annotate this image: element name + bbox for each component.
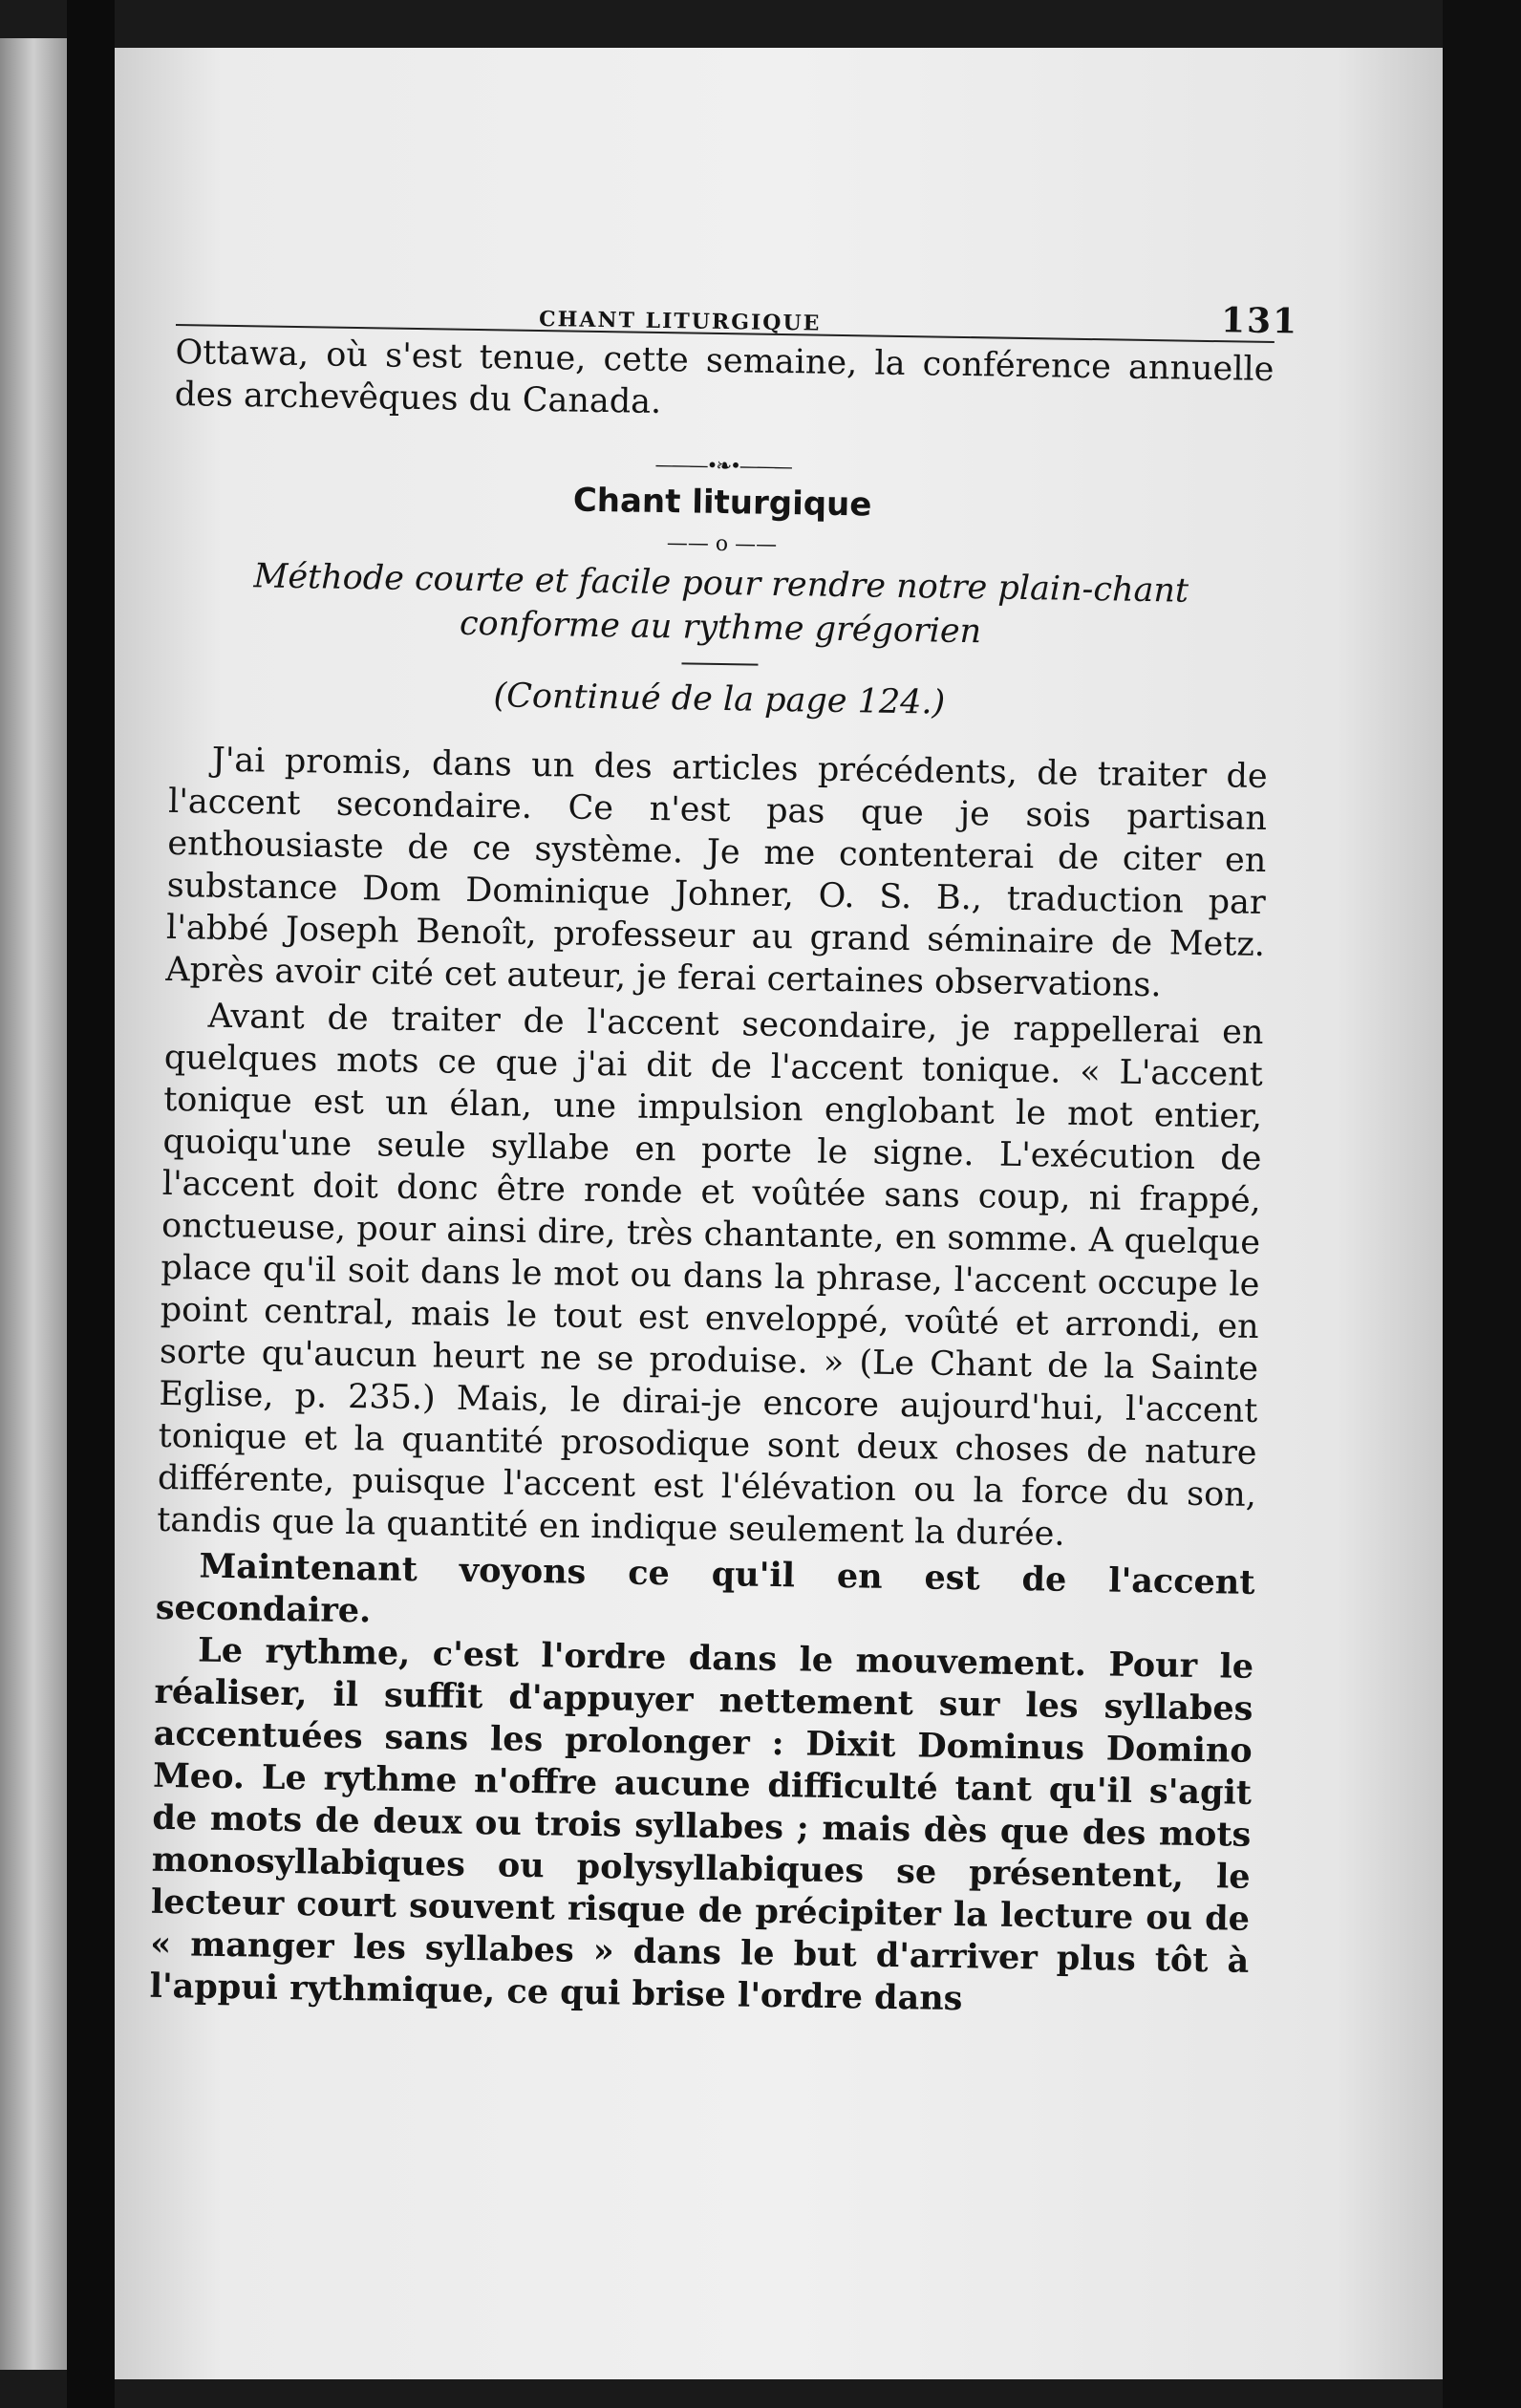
- ornament-divider: ———•❧•———: [654, 452, 792, 479]
- subtitle-line-2: conforme au rythme grégorien: [459, 604, 982, 652]
- section-title: Chant liturgique: [572, 481, 872, 525]
- page-number: 131: [1220, 300, 1299, 342]
- page-stack-edge: [1443, 0, 1521, 2408]
- continued-note: (Continué de la page 124.): [493, 677, 946, 722]
- body-paragraph-3: Maintenant voyons ce qu'il en est de l'accent secondaire.: [155, 1546, 1255, 1631]
- body-paragraph-4: Le rythme, c'est l'ordre dans le mouvement. Pour le réaliser, il suffit d'appuyer nettement sur les syllabes accentuées sans les prolonger : Dixit Dominus Domino Meo. Le rythme n'offre aucune difficulté tant qu'il s'agit de mots de deux ou trois syllabes ; mais dès que des mots monosyllabiques ou polysyllabiques se présentent, le lecteur court souvent risque de précipiter la lecture ou de « manger les syllabes » dans le but d'arriver plus tôt à l'appui rythmique, ce qui brise l'ordre dans: [149, 1630, 1254, 2019]
- body-paragraph-2: Avant de traiter de l'accent secondaire, je rappellerai en quelques mots ce que j'ai dit de l'accent tonique. « L'accent tonique est un élan, une impulsion englobant le mot entier, quoiqu'une seule syllabe en porte le signe. L'exécution de l'accent doit donc être ronde et voûtée sans coup, ni frappé, onctueuse, pour ainsi dire, très chantante, en somme. A quelque place qu'il soit dans le mot ou dans la phrase, l'accent occupe le point central, mais le tout est enveloppé, voûté et arrondi, en sorte qu'aucun heurt ne se produise. » (Le Chant de la Sainte Eglise, p. 235.) Mais, le dirai-je encore aujourd'hui, l'accent tonique et la quantité prosodique sont deux choses de nature différente, puisque l'accent est l'élévation ou la force du son, tandis que la quantité en indique seulement la durée.: [157, 997, 1264, 1554]
- subtitle-line-1: Méthode courte et facile pour rendre notre plain-chant: [253, 557, 1189, 611]
- bold-section: [149, 1545, 1254, 2025]
- book-page: [115, 48, 1443, 2379]
- book-gutter: [67, 0, 115, 2408]
- body-paragraph-1: J'ai promis, dans un des articles précédents, de traiter de l'accent secondaire. Ce n'est pas que je sois partisan enthousiaste de ce système. Je me contenterai de citer en substance Dom Dominique Johner, O. S. B., traduction par l'abbé Joseph Benoît, professeur au grand séminaire de Metz. Après avoir cité cet auteur, je ferai certaines observations.: [165, 741, 1269, 1005]
- title-rule: —— o ——: [666, 531, 778, 557]
- short-rule: [681, 662, 758, 665]
- page-content: [149, 263, 1299, 2025]
- running-title: CHANT LITURGIQUE: [538, 306, 822, 336]
- adjacent-page-edge: [0, 38, 67, 2370]
- intro-paragraph: Ottawa, où s'est tenue, cette semaine, la conférence annuelle des archevêques du Canada.: [174, 333, 1275, 421]
